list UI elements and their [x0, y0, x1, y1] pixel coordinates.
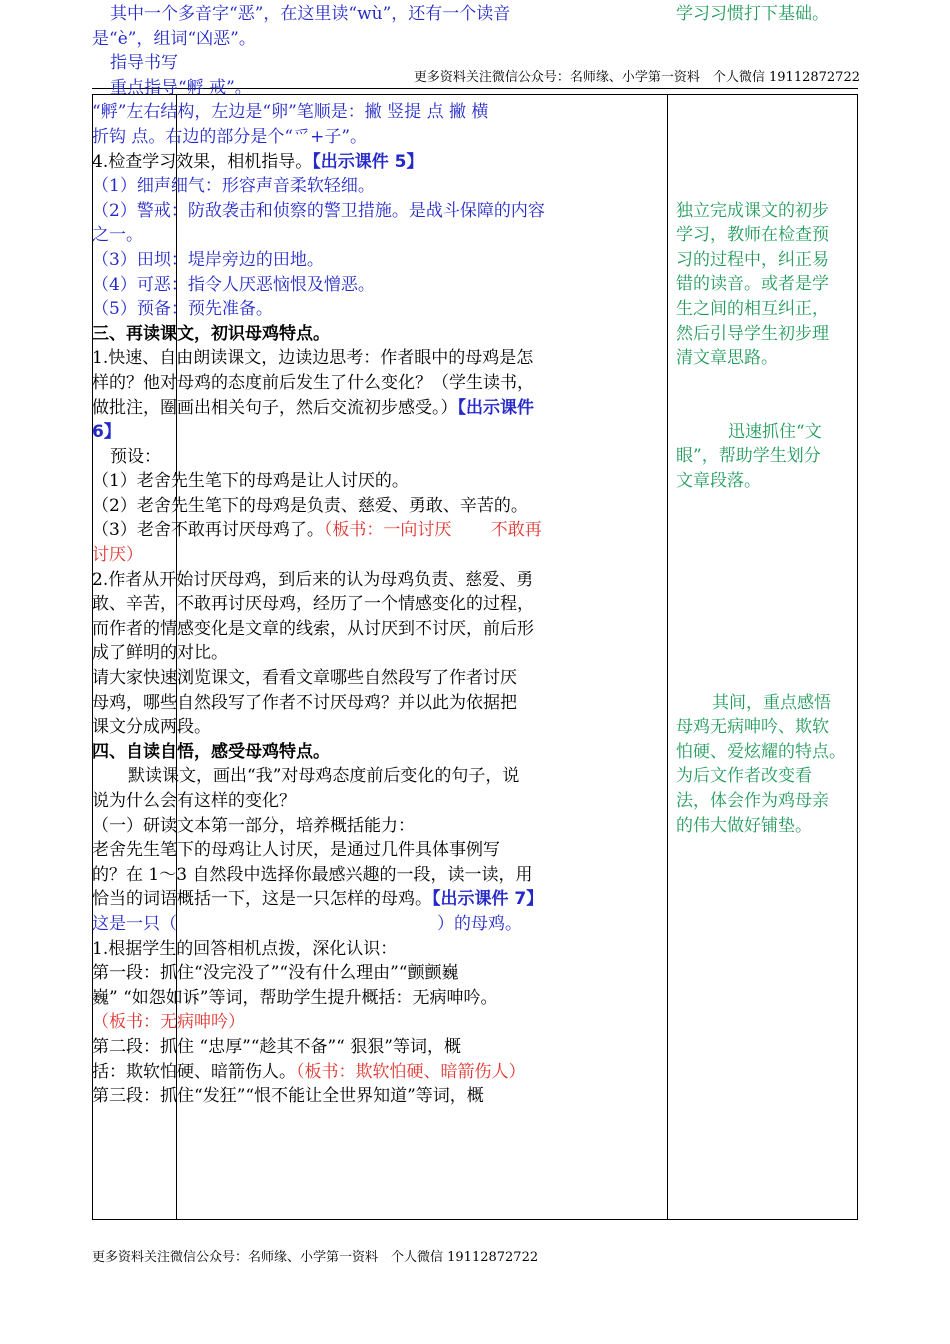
courseware-tag: 【出示课件 5】	[312, 151, 424, 172]
note-line: 独立完成课文的初步	[676, 200, 829, 221]
text-line: 默读课文，画出“我”对母鸡态度前后变化的句子，说	[128, 766, 520, 787]
note-line: 习的过程中，纠正易	[676, 249, 829, 270]
text-line: 说为什么会有这样的变化？	[92, 791, 296, 811]
text-line: 的？在 1～3 自然段中选择你最感兴趣的一段，读一读，用	[92, 864, 533, 885]
note-line: 学习习惯打下基础。	[676, 4, 829, 24]
text-line: （2）老舍先生笔下的母鸡是负责、慈爱、勇敢、辛苦的。	[92, 495, 528, 516]
text-segment: 做批注，圈画出相关句子，然后交流初步感受。）	[92, 397, 458, 418]
text-line: 2.作者从开始讨厌母鸡，到后来的认为母鸡负责、慈爱、勇	[92, 569, 534, 590]
blackboard-note: 讨厌）	[92, 545, 143, 566]
note-line: 母鸡无病呻吟、欺软	[676, 717, 829, 738]
page-header: 更多资料关注微信公众号：名师缘、小学第一资料 个人微信 19112872722	[413, 70, 860, 85]
spacer	[676, 27, 854, 199]
text-line	[92, 150, 578, 175]
text-line: 指导书写	[110, 53, 178, 74]
text-line: 重点指导“孵 戒”。	[110, 77, 252, 98]
text-line: 样的？他对母鸡的态度前后发生了什么变化？（学生读书，	[92, 372, 534, 393]
text-segment: 括：欺软怕硬、暗箭伤人。	[92, 1061, 296, 1082]
text-line	[92, 518, 578, 543]
text-line: 其中一个多音字“恶”，在这里读“wù”，还有一个读音	[110, 4, 511, 24]
note-line: 学习，教师在检查预	[676, 225, 829, 246]
text-line	[92, 887, 578, 912]
text-segment: ）的母鸡。	[437, 913, 522, 934]
text-line: （3）田坝：堤岸旁边的田地。	[92, 249, 324, 270]
teaching-process-column	[92, 2, 578, 1109]
text-segment: 这是一只（	[92, 913, 177, 934]
text-line: （一）研读文本第一部分，培养概括能力：	[92, 815, 415, 836]
text-line: 1.快速、自由朗读课文，边读边思考：作者眼中的母鸡是怎	[92, 348, 534, 369]
text-line: （5）预备：预先准备。	[92, 299, 273, 320]
note-line: 迅速抓住“文	[728, 421, 822, 442]
text-line: 老舍先生笔下的母鸡让人讨厌，是通过几件具体事例写	[92, 840, 500, 861]
courseware-tag: 【出示课件	[457, 397, 534, 418]
note-line: 的伟大做好铺垫。	[676, 815, 812, 836]
text-line: （1）细声细气：形容声音柔软轻细。	[92, 176, 375, 197]
blackboard-note: （板书：欺软怕硬、暗箭伤人）	[296, 1061, 526, 1082]
text-line: 1.根据学生的回答相机点拨，深化认识：	[92, 938, 398, 959]
note-line: 然后引导学生初步理	[676, 323, 829, 344]
note-line: 生之间的相互纠正，	[676, 298, 829, 319]
blackboard-note: （板书：一向讨厌 不敢再	[323, 520, 542, 541]
note-line: 为后文作者改变看	[676, 766, 812, 787]
text-segment: 恰当的词语概括一下，这是一只怎样的母鸡。	[92, 889, 432, 910]
text-line: 敢、辛苦，不敢再讨厌母鸡，经历了一个情感变化的过程，	[92, 594, 534, 615]
text-line: 之一。	[92, 225, 143, 246]
text-line	[92, 1060, 578, 1085]
text-line: 第三段：抓住“发狂”“恨不能让全世界知道”等词，概	[92, 1086, 484, 1107]
text-line: 是“è”，组词“凶恶”。	[92, 28, 256, 49]
text-line: 请大家快速浏览课文，看看文章哪些自然段写了作者讨厌	[92, 668, 517, 689]
note-line: 清文章思路。	[676, 348, 778, 369]
courseware-tag: 【出示课件 7】	[432, 889, 544, 910]
design-intent-column	[676, 2, 854, 838]
blackboard-note: （板书：无病呻吟）	[92, 1012, 245, 1033]
note-line: 怕硬、爱炫耀的特点。	[676, 741, 846, 762]
note-line: 文章段落。	[676, 470, 761, 491]
section-heading: 三、再读课文，初识母鸡特点。	[92, 323, 330, 344]
spacer	[676, 371, 854, 420]
spacer	[676, 494, 854, 691]
text-line	[92, 396, 578, 421]
text-line: （4）可恶：指令人厌恶恼恨及憎恶。	[92, 274, 375, 295]
text-line: 折钩 点。右边的部分是个“爫+子”。	[92, 126, 368, 147]
text-line: 成了鲜明的对比。	[92, 643, 228, 664]
text-line: 而作者的情感变化是文章的线索，从讨厌到不讨厌，前后形	[92, 618, 534, 639]
note-line: 眼”，帮助学生划分	[676, 446, 821, 467]
text-line: “孵”左右结构，左边是“卵”笔顺是：撇 竖提 点 撇 横	[92, 102, 489, 123]
page-footer: 更多资料关注微信公众号：名师缘、小学第一资料 个人微信 19112872722	[92, 1250, 539, 1265]
text-line: （2）警戒：防敌袭击和侦察的警卫措施。是战斗保障的内容	[92, 200, 545, 221]
fill-in-line	[92, 912, 578, 937]
text-line: 课文分成两段。	[92, 717, 211, 738]
text-segment: 4.检查学习效果，相机指导。	[92, 151, 313, 172]
courseware-tag: 6】	[92, 422, 121, 443]
text-line: 第一段：抓住“没完没了”“没有什么理由”“颤颤巍	[92, 963, 459, 984]
text-line: （1）老舍先生笔下的母鸡是让人讨厌的。	[92, 471, 409, 492]
note-line: 法，体会作为鸡母亲	[676, 790, 829, 811]
text-line: 母鸡，哪些自然段写了作者不讨厌母鸡？并以此为依据把	[92, 692, 517, 713]
text-line: 第二段：抓住 “忠厚”“趁其不备”“ 狠狠”等词，概	[92, 1036, 461, 1057]
table-column-divider-2	[667, 95, 668, 1219]
text-line: 巍” “如怨如诉”等词，帮助学生提升概括：无病呻吟。	[92, 987, 498, 1008]
note-line: 其间，重点感悟	[712, 692, 831, 713]
text-line: 预设：	[110, 446, 161, 467]
note-line: 错的读音。或者是学	[676, 274, 829, 295]
section-heading: 四、自读自悟，感受母鸡特点。	[92, 741, 330, 762]
text-segment: （3）老舍不敢再讨厌母鸡了。	[92, 520, 324, 541]
